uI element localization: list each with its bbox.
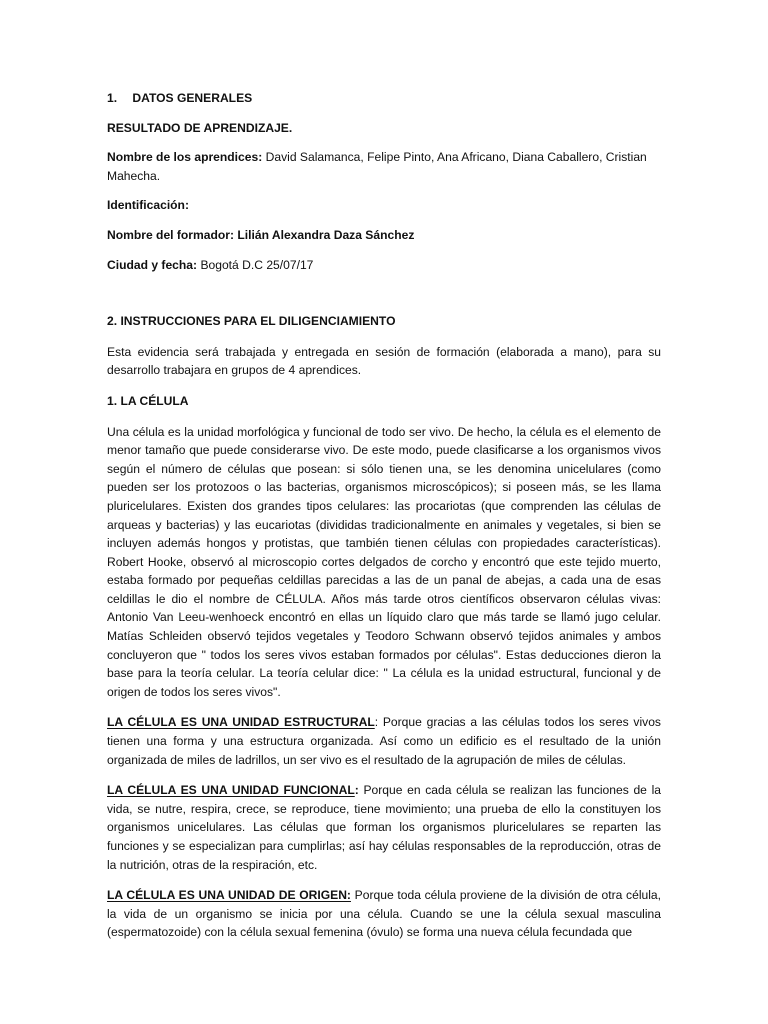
ciudad-line [107,256,661,275]
section-1-heading [107,89,661,108]
funcional-label: LA CÉLULA ES UNA UNIDAD FUNCIONAL [107,783,355,798]
aprendices-label: Nombre de los aprendices: [107,150,263,165]
origen-paragraph [107,886,661,942]
estructural-label: LA CÉLULA ES UNA UNIDAD ESTRUCTURAL [107,715,375,730]
document-body [107,89,661,942]
resultado-aprendizaje: RESULTADO DE APRENDIZAJE. [107,120,293,135]
section-1-number: 1. [107,91,118,105]
funcional-paragraph [107,781,661,874]
formador-label: Nombre del formador: [107,227,234,242]
funcional-text: Porque en cada célula se realizan las funciones de la vida, se nutre, respira, crece, se reproduce, tiene movimiento; una prueba de ello la constituyen los organismos unicelulares. Las células que forman los organismos pluricelulares se reparten las funciones y se especializan para cumplirlas; así hay células responsables de la reproducción, otras de la nutrición, otras de la respiración, etc. [107,783,661,872]
origen-label: LA CÉLULA ES UNA UNIDAD DE ORIGEN: [107,888,351,903]
identificacion-label: Identificación: [107,198,189,213]
ciudad-value: Bogotá D.C 25/07/17 [200,257,314,272]
celula-heading: 1. LA CÉLULA [107,393,189,408]
aprendices-line [107,148,661,185]
aprendices-value: David Salamanca, Felipe Pinto, Ana Africano, Diana Caballero, Cristian Mahecha. [107,150,647,183]
formador-line [107,226,661,245]
estructural-text: : Porque gracias a las células todos los seres vivos tienen una forma y una estructura organizada. Así como un edificio es el resultado de la unión organizada de miles de ladrillos, un ser vivo es el resultado de la agrupación de miles de células. [107,715,661,767]
funcional-colon: : [354,783,359,798]
section-2-heading: 2. INSTRUCCIONES PARA EL DILIGENCIAMIENTO [107,314,396,329]
section-2-text: Esta evidencia será trabajada y entregada en sesión de formación (elaborada a mano), para su desarrollo trabajara en grupos de 4 aprendices. [107,344,661,378]
ciudad-label: Ciudad y fecha: [107,257,198,272]
formador-value: Lilián Alexandra Daza Sánchez [237,227,415,242]
celula-intro-paragraph: Una célula es la unidad morfológica y funcional de todo ser vivo. De hecho, la célula es el elemento de menor tamaño que puede considerarse vivo. De este modo, puede clasificarse a los organismos vivos según el número de células que posean: si sólo tienen una, se les denomina unicelulares (como pueden ser los protozoos o las bacterias, organismos microscópicos); si poseen más, se les llama pluricelulares. Existen dos grandes tipos celulares: las procariotas (que comprenden las células de arqueas y bacterias) y las eucariotas (divididas tradicionalmente en animales y vegetales, si bien se incluyen además hongos y protistas, que también tienen células con propiedades características). Robert Hooke, observó al microscopio cortes delgados de corcho y encontró que este tejido muerto, estaba formado por pequeñas celdillas parecidas a las de un panal de abejas, a cada una de esas celdillas le dio el nombre de CÉLULA. Años más tarde otros científicos observaron células vivas: Antonio Van Leeu-wenhoeck encontró en ellas un líquido claro que más tarde se llamó jugo celular. Matías Schleiden observó tejidos vegetales y Teodoro Schwann observó tejidos animales y ambos concluyeron que " todos los seres vivos estaban formados por células". Estas deducciones dieron la base para la teoría celular. La teoría celular dice: " La célula es la unidad estructural, funcional y de origen de todos los seres vivos". [107,424,661,699]
estructural-paragraph [107,713,661,769]
origen-text: Porque toda célula proviene de la división de otra célula, la vida de un organismo se inicia por una célula. Cuando se une la célula sexual masculina (espermatozoide) con la célula sexual femenina (óvulo) se forma una nueva célula fecundada que [107,888,662,940]
section-1-title: DATOS GENERALES [132,91,253,105]
